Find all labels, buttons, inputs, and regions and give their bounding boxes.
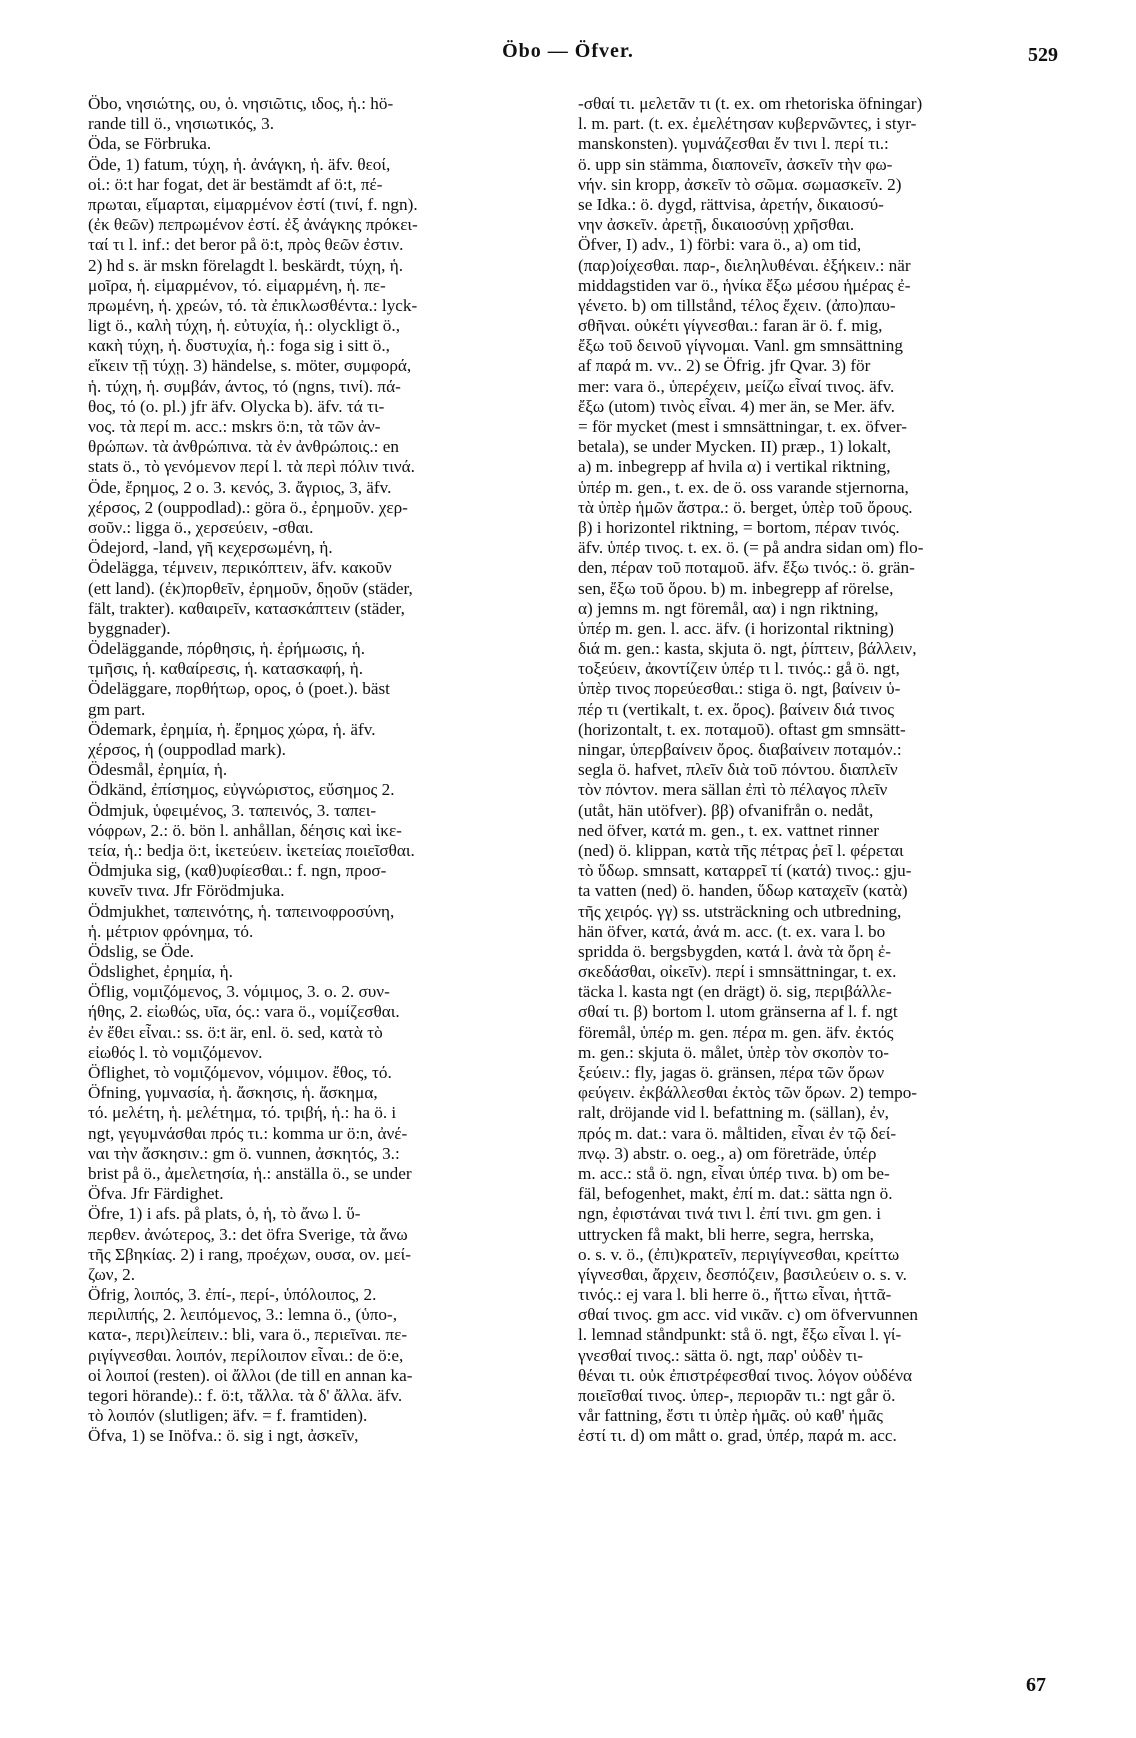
- entry-line: εἴκειν τῇ τύχῃ. 3) händelse, s. möter, συμφορά,: [88, 356, 412, 376]
- entry-line: χέρσος, ἡ (ouppodlad mark).: [88, 740, 286, 759]
- entry-line: ralt, dröjande vid l. befattning m. (sällan), ἐν,: [578, 1103, 889, 1123]
- entry-line: brist på ö., ἀμελετησία, ἡ.: anställa ö., se under: [88, 1163, 412, 1183]
- entry-line: föremål, ὑπέρ m. gen. πέρα m. gen. äfv. ἐκτός: [578, 1022, 894, 1042]
- entry-line: täcka l. kasta ngt (en drägt) ö. sig, περιβάλλε-: [578, 982, 892, 1002]
- entry-line: af παρά m. vv.. 2) se Öfrig. jfr Qvar. 3) för: [578, 356, 871, 376]
- entry-line: ned öfver, κατά m. gen., t. ex. vattnet rinner: [578, 820, 879, 840]
- entry-line: οἱ.: ö:t har fogat, det är bestämdt af ö:t, πέ-: [88, 174, 383, 194]
- entry-line: m. gen.: skjuta ö. målet, ὑπὲρ τὸν σκοπὸν το-: [578, 1042, 890, 1062]
- entry-line: byggnader).: [88, 618, 171, 638]
- entry-line: ὑπὲρ τινος πορεύεσθαι.: stiga ö. ngt, βαίνειν ὑ-: [578, 679, 901, 699]
- entry-line: fält, trakter). καθαιρεῖν, κατασκάπτειν (städer,: [88, 598, 405, 618]
- entry-line: ποιεῖσθαί τινος. ὑπερ-, περιορᾶν τι.: ngt går ö.: [578, 1386, 896, 1405]
- entry-line: σθαί τι. β) bortom l. utom gränserna af l. f. ngt: [578, 1002, 898, 1022]
- entry-line: ὑπέρ m. gen., t. ex. de ö. oss varande stjernorna,: [578, 477, 909, 497]
- entry-line: Ödesmål, ἐρημία, ἡ.: [88, 760, 228, 780]
- page-number: 529: [1028, 44, 1058, 66]
- entry-line: πέρ τι (vertikalt, t. ex. ὄρος). βαίνειν διά τινος: [578, 699, 895, 719]
- entry-line: τὸν πόντον. mera sällan ἐπὶ τὸ πέλαγος πλεῖν: [578, 780, 888, 800]
- entry-line: τοξεύειν, ἀκοντίζειν ὑπέρ τι l. τινός.: gå ö. ngt,: [578, 659, 900, 679]
- entry-line: νην ἀσκεῖν. ἀρετῇ, δικαιοσύνῃ χρῆσθαι.: [578, 215, 855, 235]
- entry-line: τὰ ὑπὲρ ἡμῶν ἄστρα.: ö. berget, ὑπὲρ τοῦ ὄρους.: [578, 497, 913, 517]
- entry-line: ἔξω (utom) τινὸς εἶναι. 4) mer än, se Mer. äfv.: [578, 396, 895, 416]
- entry-line: τμῆσις, ἡ. καθαίρεσις, ἡ. κατασκαφή, ἡ.: [88, 659, 364, 679]
- entry-line: κακὴ τύχη, ἡ. δυστυχία, ἡ.: foga sig i sitt ö.,: [88, 336, 390, 356]
- entry-line: tegori hörande).: f. ö:t, τἄλλα. τὰ δ' ἄλλα. äfv.: [88, 1386, 403, 1405]
- entry-line: l. lemnad ståndpunkt: stå ö. ngt, ἔξω εἶναι l. γί-: [578, 1325, 902, 1345]
- entry-line: (ett land). (ἐκ)πορθεῖν, ἐρημοῦν, δῃοῦν (städer,: [88, 578, 413, 598]
- entry-line: vår fattning, ἔστι τι ὑπὲρ ἡμᾶς. οὐ καθ' ἡμᾶς: [578, 1406, 883, 1426]
- entry-line: τῆς χειρός. γγ) ss. utsträckning och utbredning,: [578, 901, 902, 921]
- left-column: [88, 94, 568, 1447]
- entry-line: Öfning, γυμνασία, ἡ. ἄσκησις, ἡ. ἄσκημα,: [88, 1083, 378, 1103]
- entry-line: ήθης, 2. εἰωθώς, υῖα, ός.: vara ö., νομίζεσθαι.: [88, 1002, 400, 1022]
- entry-line: Ödmjuk, ὑφειμένος, 3. ταπεινός, 3. ταπει-: [88, 800, 377, 820]
- entry-line: ταί τι l. inf.: det beror på ö:t, πρὸς θεῶν ἐστιν.: [88, 235, 404, 255]
- entry-line: Ödkänd, ἐπίσημος, εὐγνώριστος, εὔσημος 2.: [88, 780, 395, 800]
- entry-line: εἰωθός l. τὸ νομιζόμενον.: [88, 1042, 263, 1062]
- entry-line: Ödmjukhet, ταπεινότης, ἡ. ταπεινοφροσύνη,: [88, 901, 395, 921]
- entry-line: Öfva, 1) se Inöfva.: ö. sig i ngt, ἀσκεῖν,: [88, 1426, 359, 1446]
- entry-line: τὸ ὕδωρ. smnsatt, καταρρεῖ τί (κατά) τινος.: gju-: [578, 861, 912, 881]
- entry-line: πρωται, εἵμαρται, εἱμαρμένον ἐστί (τινί, f. ngn).: [88, 194, 418, 214]
- entry-line: Ödejord, -land, γῆ κεχερσωμένη, ἡ.: [88, 538, 333, 558]
- entry-line: ἐστί τι. d) om mått o. grad, ὑπέρ, παρά m. acc.: [578, 1426, 897, 1446]
- entry-line: ἐν ἔθει εἶναι.: ss. ö:t är, enl. ö. sed, κατὰ τὸ: [88, 1022, 383, 1042]
- entry-line: (ned) ö. klippan, κατὰ τῆς πέτρας ῥεῖ l. φέρεται: [578, 840, 904, 860]
- entry-line: μοῖρα, ἡ. εἱμαρμένον, τό. εἱμαρμένη, ἡ. πε-: [88, 275, 386, 295]
- entry-line: τεία, ἡ.: bedja ö:t, ἱκετεύειν. ἱκετείας ποιεῖσθαι.: [88, 840, 415, 860]
- entry-line: β) i horizontel riktning, = bortom, πέραν τινός.: [578, 517, 900, 537]
- entry-line: σθῆναι. οὐκέτι γίγνεσθαι.: faran är ö. f. mig,: [578, 316, 883, 336]
- entry-line: περιλιπής, 2. λειπόμενος, 3.: lemna ö., (ὑπο-,: [88, 1305, 398, 1325]
- entry-line: ναι τὴν ἄσκησιν.: gm ö. vunnen, ἀσκητός, 3.:: [88, 1143, 400, 1163]
- entry-line: ἡ. τύχη, ἡ. συμβάν, άντος, τό (ngns, τινί). πά-: [88, 376, 401, 396]
- entry-line: (παρ)οίχεσθαι. παρ-, διεληλυθέναι. ἐξήκειν.: när: [578, 255, 911, 275]
- entry-line: Öde, 1) fatum, τύχη, ἡ. ἀνάγκη, ἡ. äfv. θεοί,: [88, 154, 391, 174]
- entry-line: uttrycken få makt, bli herre, segra, herrska,: [578, 1224, 874, 1244]
- entry-line: ἡ. μέτριον φρόνημα, τό.: [88, 921, 254, 941]
- entry-line: (horizontalt, t. ex. ποταμοῦ). oftast gm smnsätt-: [578, 719, 906, 739]
- entry-line: ngn, ἐφιστάναι τινά τινι l. ἐπί τινι. gm gen. i: [578, 1204, 881, 1224]
- entry-line: Ödelägga, τέμνειν, περικόπτειν, äfv. κακοῦν: [88, 558, 392, 578]
- entry-line: ξεύειν.: fly, jagas ö. gränsen, πέρα τῶν ὅρων: [578, 1063, 885, 1082]
- entry-line: διά m. gen.: kasta, skjuta ö. ngt, ῥίπτειν, βάλλειν,: [578, 639, 917, 659]
- running-title: Öbo — Öfver.: [502, 40, 634, 62]
- signature-number: 67: [1026, 1674, 1046, 1696]
- entry-line: manskonsten). γυμνάζεσθαι ἔν τινι l. περί τι.:: [578, 134, 889, 154]
- entry-line: a) m. inbegrepp af hvila α) i vertikal riktning,: [578, 457, 891, 477]
- entry-line: νόφρων, 2.: ö. bön l. anhållan, δέησις καὶ ἱκε-: [88, 820, 402, 840]
- entry-line: πρός m. dat.: vara ö. måltiden, εἶναι ἐν τῷ δεί-: [578, 1123, 897, 1143]
- entry-line: m. acc.: stå ö. ngn, εἶναι ὑπέρ τινα. b) om be-: [578, 1163, 890, 1183]
- entry-line: Ödslighet, ἐρημία, ἡ.: [88, 962, 233, 982]
- entry-line: Ödemark, ἐρημία, ἡ. ἔρημος χώρα, ἡ. äfv.: [88, 719, 376, 739]
- entry-line: Ödmjuka sig, (καθ)υφίεσθαι.: f. ngn, προσ-: [88, 861, 387, 881]
- entry-line: o. s. v. ö., (ἐπι)κρατεῖν, περιγίγνεσθαι, κρείττω: [578, 1244, 900, 1264]
- entry-line: γνεσθαί τινος.: sätta ö. ngt, παρ' οὐδὲν τι-: [578, 1345, 864, 1365]
- entry-line: ningar, ὑπερβαίνειν ὄρος. διαβαίνειν ποταμόν.:: [578, 740, 902, 759]
- entry-line: se Idka.: ö. dygd, rättvisa, ἀρετήν, δικαιοσύ-: [578, 194, 884, 214]
- entry-line: οἱ λοιποί (resten). οἱ ἄλλοι (de till en annan ka-: [88, 1365, 413, 1385]
- entry-line: den, πέραν τοῦ ποταμοῦ. äfv. ἔξω τινός.: ö. grän-: [578, 558, 915, 578]
- entry-line: rande till ö., νησιωτικός, 3.: [88, 114, 275, 134]
- entry-line: τῆς Σβηκίας. 2) i rang, προέχων, ουσα, ον. μεί-: [88, 1244, 411, 1264]
- entry-line: hän öfver, κατά, ἀνά m. acc. (t. ex. vara l. bo: [578, 921, 886, 941]
- entry-line: ριγίγνεσθαι. λοιπόν, περίλοιπον εἶναι.: de ö:e,: [88, 1345, 404, 1365]
- entry-line: stats ö., τὸ γενόμενον περί l. τὰ περὶ πόλιν τινά.: [88, 457, 415, 477]
- entry-line: sen, ἔξω τοῦ ὅρου. b) m. inbegrepp af rörelse,: [578, 578, 894, 598]
- entry-line: ligt ö., καλὴ τύχη, ἡ. εὐτυχία, ἡ.: olyckligt ö.,: [88, 316, 400, 336]
- entry-line: Ödeläggare, πορθήτωρ, ορος, ὁ (poet.). bäst: [88, 679, 390, 699]
- entry-line: ta vatten (ned) ö. handen, ὕδωρ καταχεῖν (κατὰ): [578, 881, 908, 901]
- entry-line: Öfva. Jfr Färdighet.: [88, 1184, 224, 1204]
- entry-line: ζων, 2.: [88, 1264, 136, 1284]
- entry-line: middagstiden var ö., ἡνίκα ἔξω μέσου ἡμέρας ἐ-: [578, 275, 911, 295]
- entry-line: θος, τό (o. pl.) jfr äfv. Olycka b). äfv. τά τι-: [88, 396, 385, 416]
- entry-line: ἔξω τοῦ δεινοῦ γίγνομαι. Vanl. gm smnsättning: [578, 336, 903, 356]
- entry-line: θέναι τι. οὐκ ἐπιστρέφεσθαί τινος. λόγον οὐδένα: [578, 1365, 913, 1385]
- entry-line: segla ö. hafvet, πλεῖν διὰ τοῦ πόντου. διαπλεῖν: [578, 760, 898, 780]
- entry-line: ὑπέρ m. gen. l. acc. äfv. (i horizontal riktning): [578, 618, 894, 638]
- entry-line: betala), se under Mycken. II) præp., 1) lokalt,: [578, 437, 892, 457]
- entry-line: πρωμένη, ἡ. χρεών, τό. τὰ ἐπικλωσθέντα.: lyck-: [88, 295, 418, 315]
- entry-line: ngt, γεγυμνάσθαι πρός τι.: komma ur ö:n, ἀνέ-: [88, 1123, 408, 1143]
- entry-line: περθεν. ἀνώτερος, 3.: det öfra Sverige, τὰ ἄνω: [88, 1224, 408, 1244]
- entry-line: fäl, befogenhet, makt, ἐπί m. dat.: sätta ngn ö.: [578, 1184, 893, 1204]
- entry-line: γίγνεσθαι, ἄρχειν, δεσπόζειν, βασιλεύειν o. s. v.: [578, 1264, 907, 1284]
- entry-line: σκεδάσθαι, οἰκεῖν). περί i smnsättningar, t. ex.: [578, 962, 897, 982]
- entry-line: Öbo, νησιώτης, ου, ὁ. νησιῶτις, ιδος, ἡ.: hö-: [88, 94, 394, 113]
- entry-line: mer: vara ö., ὑπερέχειν, μείζω εἶναί τινος. äfv.: [578, 376, 895, 396]
- entry-line: Öfrig, λοιπός, 3. ἐπί-, περί-, ὑπόλοιπος, 2.: [88, 1285, 377, 1305]
- entry-line: πνῳ. 3) abstr. o. oeg., a) om företräde, ὑπέρ: [578, 1143, 877, 1163]
- entry-line: γένετο. b) om tillstånd, τέλος ἔχειν. (ἀπο)παυ-: [578, 295, 896, 315]
- entry-line: κυνεῖν τινα. Jfr Förödmjuka.: [88, 881, 285, 901]
- entry-line: gm part.: [88, 699, 146, 719]
- entry-line: Öfver, I) adv., 1) förbi: vara ö., a) om tid,: [578, 235, 862, 255]
- entry-line: φεύγειν. ἐκβάλλεσθαι ἐκτὸς τῶν ὅρων. 2) tempo-: [578, 1083, 918, 1103]
- entry-line: ö. upp sin stämma, διαπονεῖν, ἀσκεῖν τὴν φω-: [578, 154, 893, 174]
- entry-line: Öflig, νομιζόμενος, 3. νόμιμος, 3. o. 2. συν-: [88, 982, 390, 1002]
- entry-line: σθαί τινος. gm acc. vid νικᾶν. c) om öfvervunnen: [578, 1305, 918, 1325]
- entry-line: = för mycket (mest i smnsättningar, t. ex. öfver-: [578, 417, 907, 436]
- entry-line: τὸ λοιπόν (slutligen; äfv. = f. framtiden).: [88, 1406, 368, 1426]
- entry-line: α) jemns m. ngt föremål, αα) i ngn riktning,: [578, 598, 879, 618]
- entry-line: νος. τὰ περί m. acc.: mskrs ö:n, τὰ τῶν ἀν-: [88, 417, 381, 436]
- entry-line: σοῦν.: ligga ö., χερσεύειν, -σθαι.: [88, 517, 314, 537]
- entry-line: νήν. sin kropp, ἀσκεῖν τὸ σῶμα. σωμασκεῖν. 2): [578, 174, 902, 194]
- right-column: [578, 94, 1058, 1447]
- entry-line: Öfre, 1) i afs. på plats, ὁ, ἡ, τὸ ἄνω l. ὕ-: [88, 1204, 361, 1224]
- entry-line: -σθαί τι. μελετᾶν τι (t. ex. om rhetoriska öfningar): [578, 94, 923, 113]
- entry-line: Ödeläggande, πόρθησις, ἡ. ἐρήμωσις, ἡ.: [88, 639, 366, 659]
- entry-line: Öde, ἔρημος, 2 o. 3. κενός, 3. ἄγριος, 3, äfv.: [88, 477, 392, 497]
- entry-line: θρώπων. τὰ ἀνθρώπινα. τὰ ἐν ἀνθρώποις.: en: [88, 437, 399, 457]
- entry-line: Ödslig, se Öde.: [88, 941, 194, 961]
- entry-line: τινός.: ej vara l. bli herre ö., ἥττω εἶναι, ἡττᾶ-: [578, 1285, 892, 1305]
- entry-line: spridda ö. bergsbygden, κατά l. ἀνὰ τὰ ὄρη ἐ-: [578, 941, 891, 961]
- entry-line: l. m. part. (t. ex. ἐμελέτησαν κυβερνῶντες, i styr-: [578, 114, 917, 134]
- entry-line: äfv. ὑπέρ τινος. t. ex. ö. (= på andra sidan om) flo-: [578, 538, 924, 558]
- entry-line: Öda, se Förbruka.: [88, 134, 212, 154]
- entry-line: (ἐκ θεῶν) πεπρωμένον ἐστί. ἐξ ἀνάγκης πρόκει-: [88, 215, 418, 235]
- entry-line: χέρσος, 2 (ouppodlad).: göra ö., ἐρημοῦν. χερ-: [88, 497, 408, 517]
- entry-line: Öflighet, τὸ νομιζόμενον, νόμιμον. ἔθος, τό.: [88, 1063, 392, 1082]
- entry-line: τό. μελέτη, ἡ. μελέτημα, τό. τριβή, ἡ.: ha ö. i: [88, 1103, 397, 1123]
- entry-line: 2) hd s. är mskn förelagdt l. beskärdt, τύχη, ἡ.: [88, 255, 404, 275]
- entry-line: κατα-, περι)λείπειν.: bli, vara ö., περιεῖναι. πε-: [88, 1325, 408, 1345]
- entry-line: (utåt, hän utöfver). ββ) ofvanifrån o. nedåt,: [578, 800, 874, 820]
